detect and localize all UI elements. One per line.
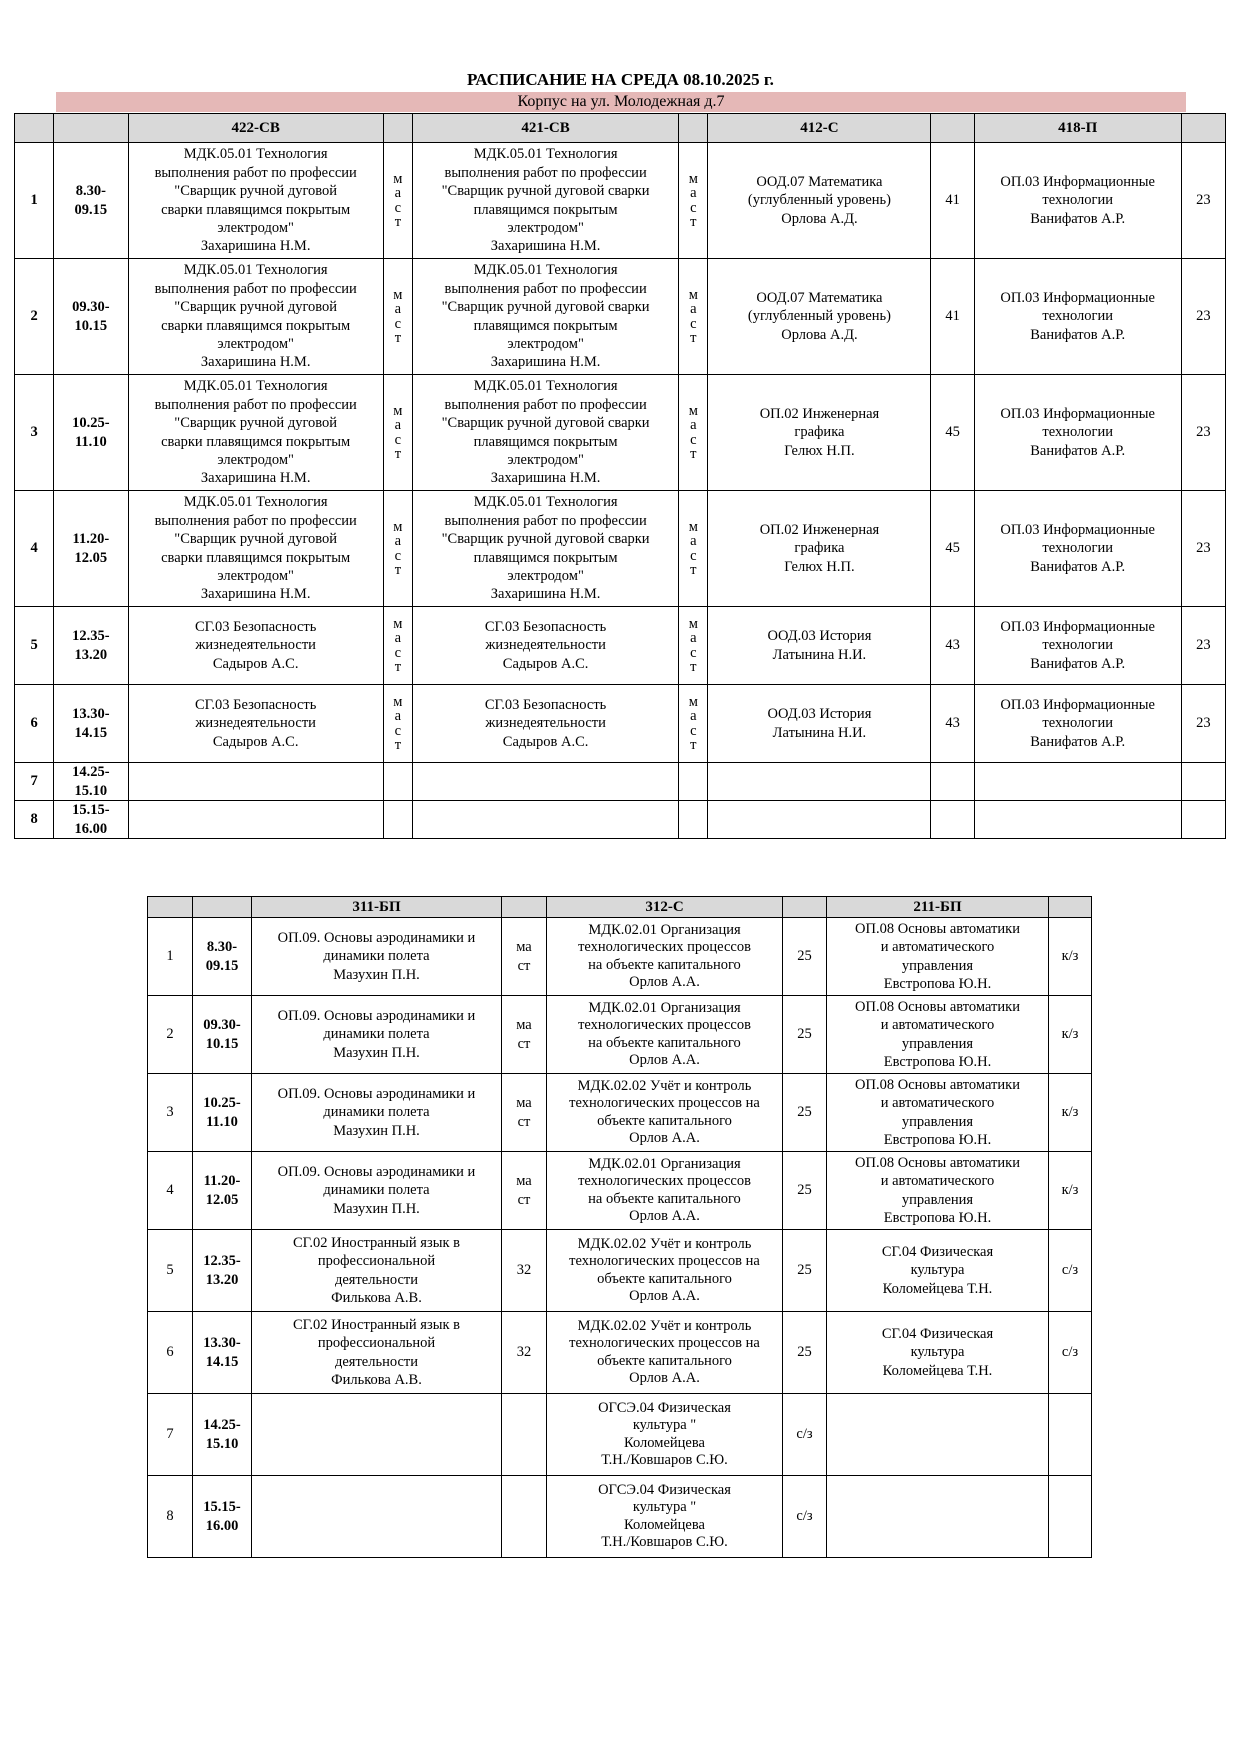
lesson-number: 3 xyxy=(148,1074,193,1152)
lesson-number: 2 xyxy=(148,996,193,1074)
room-cell: 32 xyxy=(502,1230,547,1312)
lesson-time: 09.30- 10.15 xyxy=(193,996,252,1074)
room-cell xyxy=(1049,1476,1092,1558)
lesson-cell xyxy=(827,1476,1049,1558)
lesson-cell xyxy=(412,763,678,801)
lesson-cell: МДК.05.01 Технология выполнения работ по профессии "Сварщик ручной дуговой сварки плавящимся покрытым электродом" Захаришина Н.М. xyxy=(128,375,383,491)
room-cell: к/з xyxy=(1049,996,1092,1074)
table-row xyxy=(15,685,1226,763)
room-cell: 23 xyxy=(1181,685,1225,763)
table-row xyxy=(15,259,1226,375)
room-cell: с/з xyxy=(1049,1312,1092,1394)
lesson-cell: МДК.02.01 Организация технологических процессов на объекте капитального Орлов А.А. xyxy=(547,1152,783,1230)
room-cell: 25 xyxy=(783,1074,827,1152)
lesson-cell xyxy=(412,801,678,839)
room-header xyxy=(383,114,412,143)
lesson-cell: СГ.03 Безопасность жизнедеятельности Садыров А.С. xyxy=(128,607,383,685)
room-cell: 43 xyxy=(931,685,974,763)
lesson-time: 13.30- 14.15 xyxy=(193,1312,252,1394)
room-cell: м а с т xyxy=(679,685,708,763)
room-header xyxy=(783,897,827,918)
room-cell xyxy=(931,763,974,801)
lesson-cell xyxy=(974,763,1181,801)
lesson-cell xyxy=(974,801,1181,839)
room-cell: 25 xyxy=(783,1230,827,1312)
lesson-cell xyxy=(128,801,383,839)
room-cell: 43 xyxy=(931,607,974,685)
lesson-cell xyxy=(708,801,931,839)
table-row xyxy=(15,375,1226,491)
page-title: РАСПИСАНИЕ НА СРЕДА 08.10.2025 г. xyxy=(467,70,774,89)
lesson-cell: ОП.09. Основы аэродинамики и динамики полета Мазухин П.Н. xyxy=(252,1152,502,1230)
lesson-number: 5 xyxy=(148,1230,193,1312)
room-cell xyxy=(1181,801,1225,839)
lesson-cell: ОП.02 Инженерная графика Гелюх Н.П. xyxy=(708,375,931,491)
lesson-number: 1 xyxy=(148,918,193,996)
lesson-cell xyxy=(708,763,931,801)
room-cell: м а с т xyxy=(383,607,412,685)
lesson-time: 8.30- 09.15 xyxy=(193,918,252,996)
lesson-number: 5 xyxy=(15,607,54,685)
room-cell xyxy=(502,1394,547,1476)
lesson-cell: МДК.05.01 Технология выполнения работ по профессии "Сварщик ручной дуговой сварки плавящимся покрытым электродом" Захаришина Н.М. xyxy=(412,491,678,607)
room-cell: 45 xyxy=(931,491,974,607)
lesson-cell: СГ.03 Безопасность жизнедеятельности Садыров А.С. xyxy=(128,685,383,763)
lesson-cell: СГ.04 Физическая культура Коломейцева Т.Н. xyxy=(827,1312,1049,1394)
schedule-table-secondary xyxy=(147,896,1092,1558)
room-cell: 23 xyxy=(1181,259,1225,375)
lesson-cell: МДК.05.01 Технология выполнения работ по профессии "Сварщик ручной дуговой сварки плавящимся покрытым электродом" Захаришина Н.М. xyxy=(412,375,678,491)
lesson-cell: СГ.04 Физическая культура Коломейцева Т.Н. xyxy=(827,1230,1049,1312)
lesson-cell xyxy=(128,763,383,801)
room-cell: 25 xyxy=(783,1312,827,1394)
group-header: 211-БП xyxy=(827,897,1049,918)
room-cell: 45 xyxy=(931,375,974,491)
room-cell: ма ст xyxy=(502,1074,547,1152)
lesson-time: 12.35- 13.20 xyxy=(54,607,128,685)
lesson-cell: ОП.03 Информационные технологии Ванифатов А.Р. xyxy=(974,259,1181,375)
lesson-time: 8.30- 09.15 xyxy=(54,143,128,259)
lesson-cell: СГ.03 Безопасность жизнедеятельности Садыров А.С. xyxy=(412,607,678,685)
room-cell xyxy=(679,801,708,839)
table-row xyxy=(148,1476,1092,1558)
group-header: 421-СВ xyxy=(412,114,678,143)
room-cell xyxy=(679,763,708,801)
lesson-cell: ООД.03 История Латынина Н.И. xyxy=(708,685,931,763)
room-cell: м а с т xyxy=(383,491,412,607)
room-cell: м а с т xyxy=(383,685,412,763)
lesson-cell: МДК.02.01 Организация технологических процессов на объекте капитального Орлов А.А. xyxy=(547,918,783,996)
room-cell xyxy=(931,801,974,839)
room-cell: с/з xyxy=(783,1394,827,1476)
lesson-number: 3 xyxy=(15,375,54,491)
lesson-cell: ОП.08 Основы автоматики и автоматического управления Евстропова Ю.Н. xyxy=(827,918,1049,996)
group-header: 422-СВ xyxy=(128,114,383,143)
room-header xyxy=(931,114,974,143)
lesson-time: 10.25- 11.10 xyxy=(54,375,128,491)
lesson-time: 11.20- 12.05 xyxy=(193,1152,252,1230)
header-num xyxy=(148,897,193,918)
table-row xyxy=(148,1074,1092,1152)
lesson-cell: ООД.03 История Латынина Н.И. xyxy=(708,607,931,685)
lesson-time: 09.30- 10.15 xyxy=(54,259,128,375)
room-cell: 41 xyxy=(931,143,974,259)
lesson-number: 7 xyxy=(15,763,54,801)
room-header xyxy=(1049,897,1092,918)
lesson-number: 4 xyxy=(148,1152,193,1230)
room-cell: ма ст xyxy=(502,996,547,1074)
lesson-number: 7 xyxy=(148,1394,193,1476)
room-cell: м а с т xyxy=(383,259,412,375)
header-time xyxy=(54,114,128,143)
room-cell: 41 xyxy=(931,259,974,375)
lesson-cell: МДК.02.02 Учёт и контроль технологических процессов на объекте капитального Орлов А.А. xyxy=(547,1074,783,1152)
lesson-cell: ОП.09. Основы аэродинамики и динамики полета Мазухин П.Н. xyxy=(252,918,502,996)
room-cell xyxy=(383,763,412,801)
table-row xyxy=(148,1394,1092,1476)
lesson-cell: МДК.05.01 Технология выполнения работ по профессии "Сварщик ручной дуговой сварки плавящимся покрытым электродом" Захаришина Н.М. xyxy=(128,491,383,607)
table-row xyxy=(15,607,1226,685)
group-header: 418-П xyxy=(974,114,1181,143)
lesson-cell xyxy=(252,1476,502,1558)
lesson-time: 14.25- 15.10 xyxy=(193,1394,252,1476)
lesson-cell: ОП.08 Основы автоматики и автоматического управления Евстропова Ю.Н. xyxy=(827,1074,1049,1152)
room-cell: 32 xyxy=(502,1312,547,1394)
lesson-time: 10.25- 11.10 xyxy=(193,1074,252,1152)
lesson-cell: ОГСЭ.04 Физическая культура " Коломейцева Т.Н./Ковшаров С.Ю. xyxy=(547,1394,783,1476)
lesson-cell: МДК.02.02 Учёт и контроль технологических процессов на объекте капитального Орлов А.А. xyxy=(547,1230,783,1312)
room-cell: 25 xyxy=(783,996,827,1074)
room-cell: м а с т xyxy=(679,375,708,491)
lesson-number: 6 xyxy=(15,685,54,763)
room-cell xyxy=(383,801,412,839)
room-cell: к/з xyxy=(1049,1074,1092,1152)
room-cell: ма ст xyxy=(502,1152,547,1230)
lesson-cell: ОП.03 Информационные технологии Ванифатов А.Р. xyxy=(974,491,1181,607)
lesson-cell: МДК.02.02 Учёт и контроль технологических процессов на объекте капитального Орлов А.А. xyxy=(547,1312,783,1394)
schedule-table-main xyxy=(14,113,1226,839)
room-cell: м а с т xyxy=(679,143,708,259)
room-cell: с/з xyxy=(783,1476,827,1558)
lesson-cell: ОП.02 Инженерная графика Гелюх Н.П. xyxy=(708,491,931,607)
group-header: 311-БП xyxy=(252,897,502,918)
lesson-cell: МДК.05.01 Технология выполнения работ по профессии "Сварщик ручной дуговой сварки плавящимся покрытым электродом" Захаришина Н.М. xyxy=(128,143,383,259)
lesson-cell: МДК.05.01 Технология выполнения работ по профессии "Сварщик ручной дуговой сварки плавящимся покрытым электродом" Захаришина Н.М. xyxy=(412,259,678,375)
lesson-cell: ОП.03 Информационные технологии Ванифатов А.Р. xyxy=(974,685,1181,763)
lesson-time: 15.15- 16.00 xyxy=(54,801,128,839)
room-cell xyxy=(1049,1394,1092,1476)
room-cell: 25 xyxy=(783,918,827,996)
table-row xyxy=(15,763,1226,801)
room-cell: 23 xyxy=(1181,143,1225,259)
lesson-cell: ООД.07 Математика (углубленный уровень) Орлова А.Д. xyxy=(708,259,931,375)
lesson-number: 8 xyxy=(15,801,54,839)
room-cell xyxy=(1181,763,1225,801)
lesson-cell: ООД.07 Математика (углубленный уровень) Орлова А.Д. xyxy=(708,143,931,259)
lesson-cell: ОП.03 Информационные технологии Ванифатов А.Р. xyxy=(974,607,1181,685)
lesson-time: 12.35- 13.20 xyxy=(193,1230,252,1312)
room-cell: 23 xyxy=(1181,607,1225,685)
room-cell: м а с т xyxy=(383,143,412,259)
room-cell: м а с т xyxy=(679,259,708,375)
group-header: 312-С xyxy=(547,897,783,918)
lesson-time: 14.25- 15.10 xyxy=(54,763,128,801)
lesson-number: 6 xyxy=(148,1312,193,1394)
room-cell: 25 xyxy=(783,1152,827,1230)
lesson-cell: ОП.08 Основы автоматики и автоматического управления Евстропова Ю.Н. xyxy=(827,996,1049,1074)
header-time xyxy=(193,897,252,918)
lesson-cell: МДК.05.01 Технология выполнения работ по профессии "Сварщик ручной дуговой сварки плавящимся покрытым электродом" Захаришина Н.М. xyxy=(128,259,383,375)
lesson-cell: ОП.08 Основы автоматики и автоматического управления Евстропова Ю.Н. xyxy=(827,1152,1049,1230)
lesson-cell xyxy=(252,1394,502,1476)
lesson-cell: ОП.09. Основы аэродинамики и динамики полета Мазухин П.Н. xyxy=(252,1074,502,1152)
table-row xyxy=(148,1230,1092,1312)
lesson-cell: ОП.09. Основы аэродинамики и динамики полета Мазухин П.Н. xyxy=(252,996,502,1074)
lesson-number: 1 xyxy=(15,143,54,259)
table-row xyxy=(148,996,1092,1074)
room-header xyxy=(1181,114,1225,143)
lesson-cell: ОГСЭ.04 Физическая культура " Коломейцева Т.Н./Ковшаров С.Ю. xyxy=(547,1476,783,1558)
room-cell: 23 xyxy=(1181,375,1225,491)
building-subtitle: Корпус на ул. Молодежная д.7 xyxy=(56,92,1186,112)
lesson-cell: МДК.05.01 Технология выполнения работ по профессии "Сварщик ручной дуговой сварки плавящимся покрытым электродом" Захаришина Н.М. xyxy=(412,143,678,259)
lesson-cell: СГ.02 Иностранный язык в профессиональной деятельности Филькова А.В. xyxy=(252,1230,502,1312)
table-row xyxy=(148,1152,1092,1230)
table-row xyxy=(15,801,1226,839)
room-cell: м а с т xyxy=(679,607,708,685)
lesson-cell: СГ.02 Иностранный язык в профессиональной деятельности Филькова А.В. xyxy=(252,1312,502,1394)
lesson-number: 8 xyxy=(148,1476,193,1558)
room-cell: 23 xyxy=(1181,491,1225,607)
lesson-cell: ОП.03 Информационные технологии Ванифатов А.Р. xyxy=(974,143,1181,259)
room-cell: с/з xyxy=(1049,1230,1092,1312)
room-cell: ма ст xyxy=(502,918,547,996)
lesson-number: 2 xyxy=(15,259,54,375)
room-header xyxy=(679,114,708,143)
room-cell xyxy=(502,1476,547,1558)
lesson-time: 13.30- 14.15 xyxy=(54,685,128,763)
table-row xyxy=(148,918,1092,996)
lesson-cell: СГ.03 Безопасность жизнедеятельности Садыров А.С. xyxy=(412,685,678,763)
table-row xyxy=(15,143,1226,259)
lesson-cell xyxy=(827,1394,1049,1476)
lesson-cell: ОП.03 Информационные технологии Ванифатов А.Р. xyxy=(974,375,1181,491)
header-num xyxy=(15,114,54,143)
room-header xyxy=(502,897,547,918)
lesson-cell: МДК.02.01 Организация технологических процессов на объекте капитального Орлов А.А. xyxy=(547,996,783,1074)
lesson-time: 11.20- 12.05 xyxy=(54,491,128,607)
room-cell: к/з xyxy=(1049,918,1092,996)
table-row xyxy=(15,491,1226,607)
group-header: 412-С xyxy=(708,114,931,143)
room-cell: м а с т xyxy=(679,491,708,607)
table-row xyxy=(148,1312,1092,1394)
lesson-time: 15.15- 16.00 xyxy=(193,1476,252,1558)
room-cell: к/з xyxy=(1049,1152,1092,1230)
lesson-number: 4 xyxy=(15,491,54,607)
room-cell: м а с т xyxy=(383,375,412,491)
